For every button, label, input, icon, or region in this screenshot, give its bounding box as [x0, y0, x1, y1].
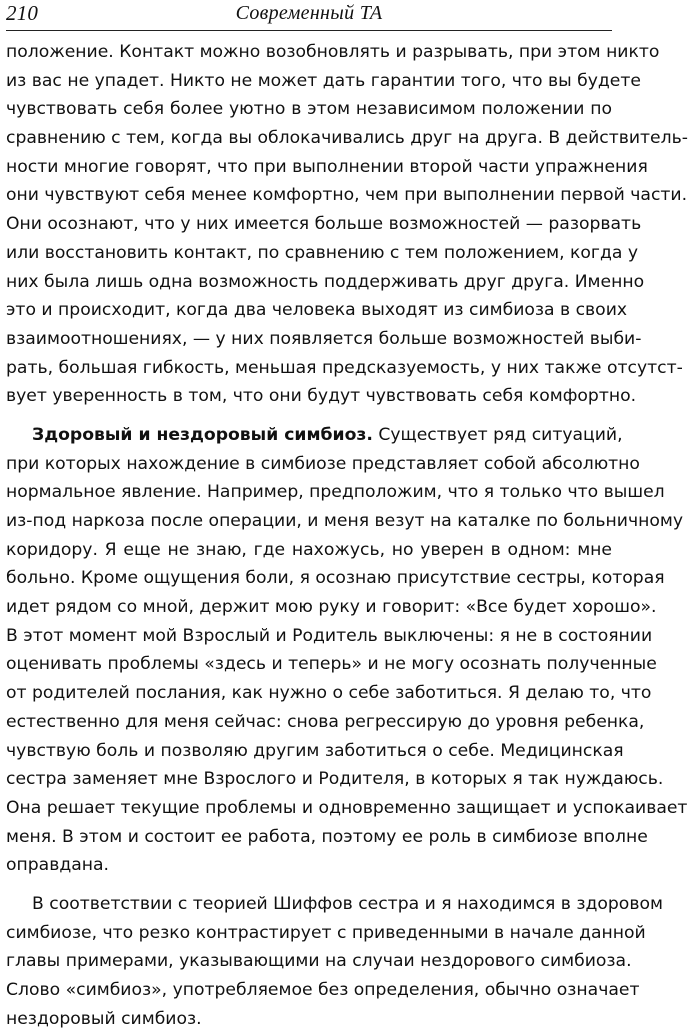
text-line: сравнению с тем, когда вы облокачивались друг на друга. В действитель-: [6, 128, 688, 149]
text-line: при которых нахождение в симбиозе представляет собой абсолютно: [6, 453, 640, 474]
text-line: нормальное явление. Например, предположим, что я только что вышел: [6, 482, 665, 503]
text-line: ности многие говорят, что при выполнении второй части упражнения: [6, 156, 648, 177]
text-line: Они осознают, что у них имеется больше возможностей — разорвать: [6, 214, 642, 235]
page-header: [6, 0, 612, 31]
text-line: В этот момент мой Взрослый и Родитель выключены: я не в состоянии: [6, 625, 653, 646]
text-line: взаимоотношениях, — у них появляется больше возможностей выби-: [6, 328, 642, 349]
text-line: естественно для меня сейчас: снова регрессирую до уровня ребенка,: [6, 711, 645, 732]
section-run-in-heading: Здоровый и нездоровый симбиоз.: [32, 424, 373, 445]
text-line: от родителей послания, как нужно о себе заботиться. Я делаю то, что: [6, 683, 652, 704]
paragraph-1: [6, 38, 688, 411]
text-line: положение. Контакт можно возобновлять и разрывать, при этом никто: [6, 42, 660, 62]
text-run: Существует ряд ситуаций,: [372, 424, 623, 445]
paragraph-3: [6, 890, 663, 1033]
paragraph-gap: [6, 880, 612, 890]
text-line: больно. Кроме ощущения боли, я осознаю присутствие сестры, которая: [6, 568, 665, 589]
text-line: главы примерами, указывающими на случаи нездорового симбиоза.: [6, 951, 632, 972]
text-line: или восстановить контакт, по сравнению с тем положением, когда у: [6, 242, 639, 263]
text-line: них была лишь одна возможность поддерживать друг друга. Именно: [6, 271, 645, 292]
paragraph-2: [6, 421, 688, 880]
text-line: симбиозе, что резко контрастирует с приведенными в начале данной: [6, 922, 646, 943]
text-line: коридору. Я еще не знаю, где нахожусь, но уверен в одном: мне: [6, 539, 612, 560]
text-line: Она решает текущие проблемы и одновременно защищает и успокаивает: [6, 797, 688, 818]
text-line-first: [6, 421, 623, 450]
text-line: Слово «симбиоз», употребляемое без определения, обычно означает: [6, 980, 640, 1000]
text-line: вует уверенность в том, что они будут чувствовать себя комфортно.: [6, 386, 637, 407]
text-line: нездоровый симбиоз.: [6, 1008, 202, 1029]
body-text: [6, 38, 688, 1033]
paragraph-gap: [6, 411, 612, 421]
text-line: из-под наркоза после операции, и меня везут на каталке по больничному: [6, 511, 683, 531]
text-line: чувствовать себя более уютно в этом независимом положении по: [6, 99, 612, 120]
text-line: сестра заменяет мне Взрослого и Родителя, в которых я так нуждаюсь.: [6, 769, 664, 790]
text-line: оценивать проблемы «здесь и теперь» и не могу осознать полученные: [6, 654, 657, 675]
text-line: они чувствуют себя менее комфортно, чем при выполнении первой части.: [6, 185, 688, 206]
page-number: 210: [6, 1, 39, 25]
text-line: из вас не упадет. Никто не может дать гарантии того, что вы будете: [6, 70, 641, 91]
text-line-first: В соответствии с теорией Шиффов сестра и я находимся в здоровом: [32, 893, 663, 914]
text-line: оправдана.: [6, 855, 109, 876]
text-line: это и происходит, когда два человека выходят из симбиоза в своих: [6, 300, 628, 321]
text-line: меня. В этом и состоит ее работа, поэтому ее роль в симбиозе вполне: [6, 826, 648, 847]
text-line: рать, большая гибкость, меньшая предсказуемость, у них также отсутст-: [6, 357, 683, 378]
text-line: чувствую боль и позволяю другим заботиться о себе. Медицинская: [6, 740, 624, 761]
text-line: идет рядом со мной, держит мою руку и говорит: «Все будет хорошо».: [6, 597, 657, 618]
running-title: Современный ТА: [235, 2, 383, 24]
